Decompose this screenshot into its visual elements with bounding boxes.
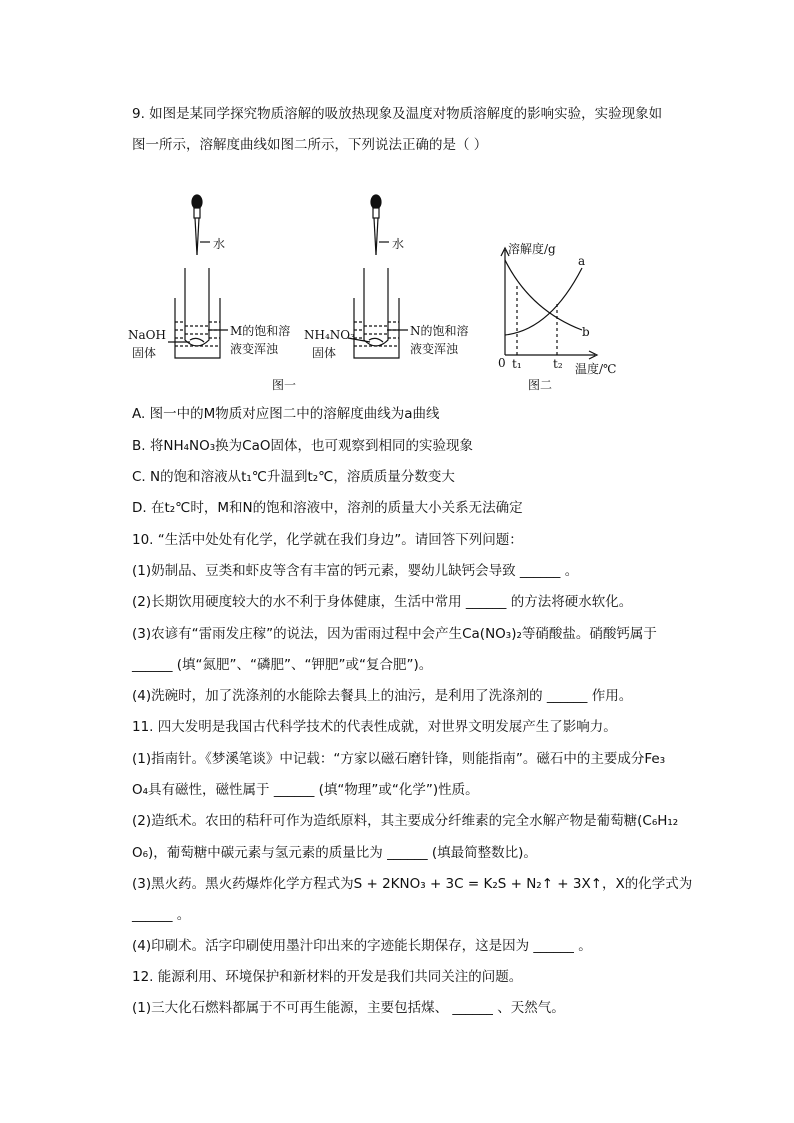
q9-option-d: D. 在t₂℃时，M和N的饱和溶液中，溶剂的质量大小关系无法确定 — [132, 500, 523, 516]
q11-stem: 11. 四大发明是我国古代科学技术的代表性成就，对世界文明发展产生了影响力。 — [132, 719, 617, 735]
t2-label: t₂ — [553, 357, 563, 371]
q9-stem-line2: 图一所示，溶解度曲线如图二所示，下列说法正确的是（ ） — [132, 137, 488, 153]
q11-part-2b: O₆)，葡萄糖中碳元素与氢元素的质量比为 ______ (填最简整数比)。 — [132, 845, 537, 861]
naoh-solid-label: 固体 — [132, 346, 157, 360]
q10-part-2: (2)长期饮用硬度较大的水不利于身体健康，生活中常用 ______ 的方法将硬水软化。 — [132, 594, 633, 610]
q9-option-c: C. N的饱和溶液从t₁℃升温到t₂℃，溶质质量分数变大 — [132, 469, 455, 485]
beaker-setup-2 — [348, 195, 408, 358]
q9-option-a: A. 图一中的M物质对应图二中的溶解度曲线为a曲线 — [132, 406, 440, 422]
figure-2-caption: 图二 — [528, 378, 553, 392]
q11-part-2a: (2)造纸术。农田的秸秆可作为造纸原料，其主要成分纤维素的完全水解产物是葡萄糖(C₆H₁₂ — [132, 813, 679, 829]
x-axis-label: 温度/℃ — [575, 362, 617, 376]
q11-part-3a: (3)黑火药。黑火药爆炸化学方程式为S + 2KNO₃ + 3C = K₂S + N₂↑ + 3X↑，X的化学式为 — [132, 876, 693, 892]
water-label-1: 水 — [213, 237, 226, 251]
q11-part-1b: O₄具有磁性，磁性属于 ______ (填“物理”或“化学”)性质。 — [132, 782, 479, 798]
n-solution-label-2: 液变浑浊 — [410, 342, 459, 356]
q11-part-1a: (1)指南针。《梦溪笔谈》中记载：“方家以磁石磨针锋，则能指南”。磁石中的主要成分Fe₃ — [132, 751, 666, 767]
q10-part-3b: ______ (填“氮肥”、“磷肥”、“钾肥”或“复合肥”)。 — [132, 657, 433, 673]
q10-part-3a: (3)农谚有“雷雨发庄稼”的说法，因为雷雨过程中会产生Ca(NO₃)₂等硝酸盐。硝酸钙属于 — [132, 626, 657, 642]
q10-stem: 10. “生活中处处有化学，化学就在我们身边”。请回答下列问题： — [132, 532, 523, 548]
q10-part-1: (1)奶制品、豆类和虾皮等含有丰富的钙元素，婴幼儿缺钙会导致 ______ 。 — [132, 563, 579, 579]
curve-a-label: a — [578, 254, 586, 268]
m-solution-label-2: 液变浑浊 — [230, 342, 279, 356]
q9-figure — [120, 190, 640, 400]
beaker-setup-1 — [168, 195, 228, 358]
nh4no3-label: NH₄NO₃ — [304, 328, 355, 342]
q11-part-3b: ______ 。 — [132, 907, 191, 923]
nh4no3-solid-label: 固体 — [312, 346, 337, 360]
y-axis-label: 溶解度/g — [508, 242, 556, 256]
n-solution-label-1: N的饱和溶 — [410, 324, 469, 338]
dropper-bulb-icon — [192, 195, 202, 209]
q12-part-1: (1)三大化石燃料都属于不可再生能源，主要包括煤、 ______ 、天然气。 — [132, 1000, 565, 1016]
t1-label: t₁ — [512, 357, 522, 371]
origin-label: 0 — [498, 356, 506, 370]
m-solution-label-1: M的饱和溶 — [230, 324, 291, 338]
dropper-bulb-icon — [371, 195, 381, 209]
q9-stem-line1: 9. 如图是某同学探究物质溶解的吸放热现象及温度对物质溶解度的影响实验，实验现象如 — [132, 106, 663, 122]
figure-1-caption: 图一 — [272, 378, 297, 392]
q12-stem: 12. 能源利用、环境保护和新材料的开发是我们共同关注的问题。 — [132, 969, 523, 985]
water-label-2: 水 — [392, 237, 405, 251]
q9-option-b: B. 将NH₄NO₃换为CaO固体，也可观察到相同的实验现象 — [132, 438, 473, 454]
naoh-label: NaOH — [128, 328, 166, 342]
q10-part-4: (4)洗碗时，加了洗涤剂的水能除去餐具上的油污，是利用了洗涤剂的 ______ 作用。 — [132, 688, 633, 704]
q11-part-4: (4)印刷术。活字印刷使用墨汁印出来的字迹能长期保存，这是因为 ______ 。 — [132, 938, 592, 954]
curve-b-label: b — [582, 325, 590, 339]
